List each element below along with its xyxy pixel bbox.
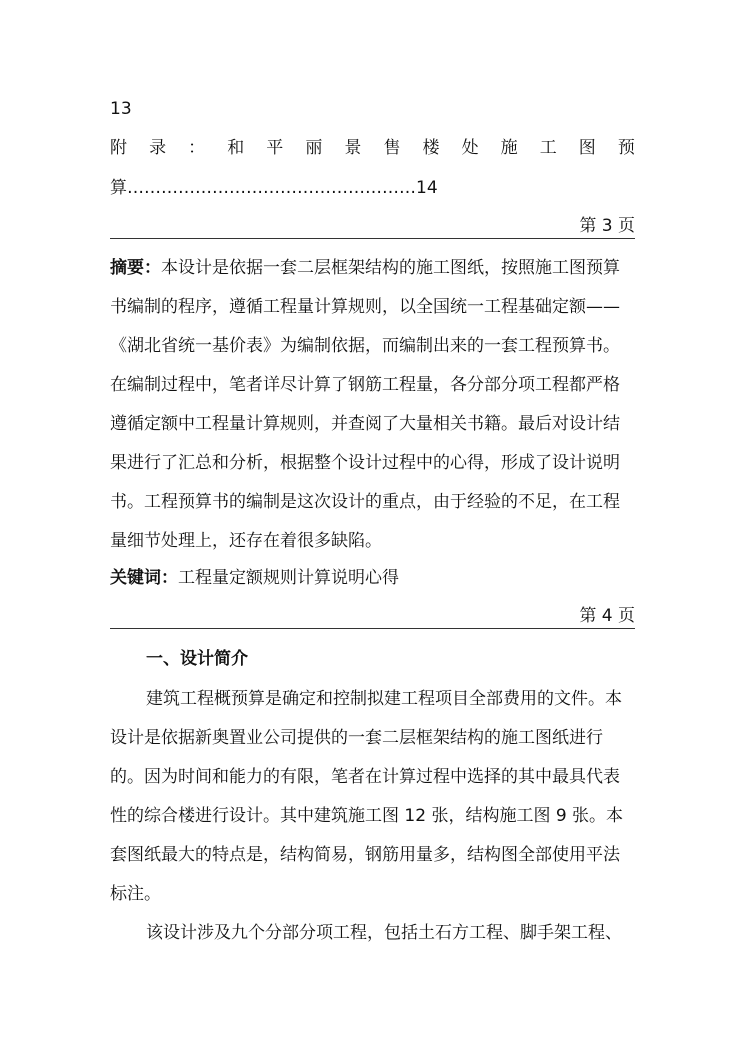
paragraph-line: 性的综合楼进行设计。其中建筑施工图 12 张，结构施工图 9 张。本 bbox=[110, 806, 624, 826]
abstract-line-1 bbox=[110, 256, 635, 280]
toc-appendix-continuation[interactable]: 算……………………………………………14 bbox=[110, 178, 438, 198]
page-divider bbox=[110, 238, 635, 239]
page-number-3: 第 3 页 bbox=[579, 216, 635, 236]
toc-appendix-char: 平 bbox=[266, 138, 284, 158]
keywords-label: 关键词： bbox=[110, 568, 178, 588]
abstract-line: 《湖北省统一基价表》为编制依据，而编制出来的一套工程预算书。 bbox=[110, 336, 620, 356]
abstract-line: 遵循定额中工程量计算规则，并查阅了大量相关书籍。最后对设计结 bbox=[110, 414, 620, 434]
toc-appendix-char: 处 bbox=[461, 138, 479, 158]
paragraph-line: 套图纸最大的特点是，结构简易，钢筋用量多，结构图全部使用平法 bbox=[110, 845, 620, 865]
abstract-line: 书编制的程序，遵循工程量计算规则，以全国统一工程基础定额—— bbox=[110, 297, 620, 317]
abstract-line: 书。工程预算书的编制是这次设计的重点，由于经验的不足，在工程 bbox=[110, 492, 620, 512]
abstract-label: 摘要： bbox=[110, 258, 161, 278]
abstract-line: 在编制过程中，笔者详尽计算了钢筋工程量，各分部分项工程都严格 bbox=[110, 375, 620, 395]
page-number-4: 第 4 页 bbox=[579, 606, 635, 626]
toc-appendix-char: 丽 bbox=[305, 138, 323, 158]
toc-appendix-char: 预 bbox=[617, 138, 635, 158]
toc-appendix-char: 施 bbox=[500, 138, 518, 158]
section-heading: 一、设计简介 bbox=[146, 649, 248, 669]
paragraph-line: 建筑工程概预算是确定和控制拟建工程项目全部费用的文件。本 bbox=[146, 689, 622, 709]
toc-appendix-char: 录 bbox=[149, 138, 167, 158]
toc-appendix-char: 和 bbox=[227, 138, 245, 158]
paragraph-line: 的。因为时间和能力的有限，笔者在计算过程中选择的其中最具代表 bbox=[110, 767, 620, 787]
toc-appendix-char: 楼 bbox=[422, 138, 440, 158]
toc-appendix-line[interactable] bbox=[110, 136, 635, 160]
toc-appendix-char: 工 bbox=[539, 138, 557, 158]
toc-appendix-char: 售 bbox=[383, 138, 401, 158]
toc-appendix-char: 附 bbox=[110, 138, 127, 158]
toc-appendix-char: ： bbox=[188, 138, 206, 158]
toc-appendix-char: 景 bbox=[344, 138, 362, 158]
paragraph-line: 该设计涉及九个分部分项工程，包括土石方工程、脚手架工程、 bbox=[146, 923, 622, 943]
keywords-line bbox=[110, 566, 635, 590]
paragraph-line: 设计是依据新奥置业公司提供的一套二层框架结构的施工图纸进行 bbox=[110, 728, 603, 748]
keywords-text: 工程量定额规则计算说明心得 bbox=[178, 568, 399, 588]
abstract-line: 量细节处理上，还存在着很多缺陷。 bbox=[110, 531, 382, 551]
page-divider bbox=[110, 628, 635, 629]
abstract-line: 果进行了汇总和分析，根据整个设计过程中的心得，形成了设计说明 bbox=[110, 453, 620, 473]
toc-page-number: 13 bbox=[110, 99, 132, 119]
toc-appendix-char: 图 bbox=[578, 138, 596, 158]
paragraph-line: 标注。 bbox=[110, 884, 161, 904]
abstract-text: 本设计是依据一套二层框架结构的施工图纸，按照施工图预算 bbox=[161, 258, 620, 278]
